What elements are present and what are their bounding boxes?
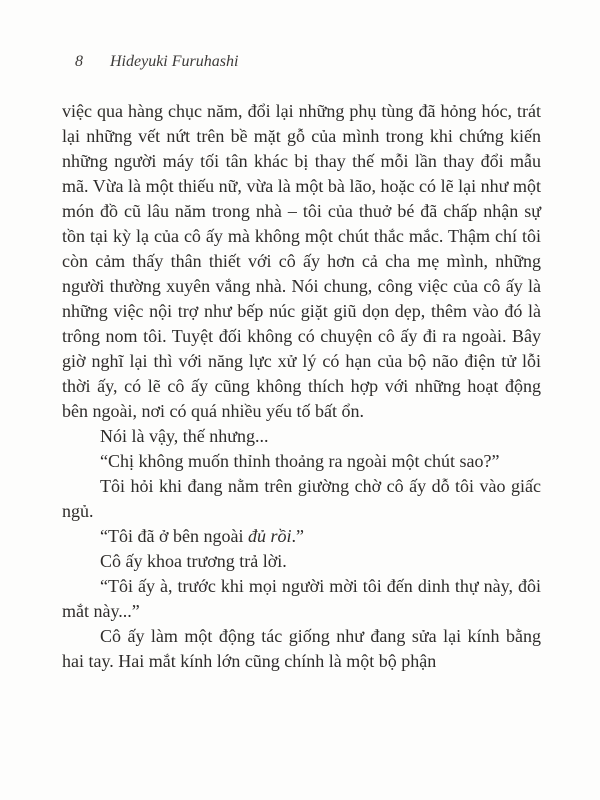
page-number: 8: [75, 53, 83, 70]
text-run: Tôi hỏi khi đang nằm trên giường chờ cô ấy dỗ tôi vào giấc ngủ.: [62, 476, 541, 521]
text-run: .”: [291, 526, 304, 546]
paragraph: [62, 574, 541, 624]
text-run: “Tôi đã ở bên ngoài: [100, 526, 248, 546]
italic-text-run: đủ rồi: [247, 526, 292, 546]
running-header: [75, 53, 238, 71]
text-run: việc qua hàng chục năm, đổi lại những phụ tùng đã hỏng hóc, trát lại những vết nứt trên bề mặt gỗ của mình trong khi chứng kiến những người máy tối tân khác bị thay thế mỗi lần thay đổi mẫu mã. Vừa là một thiếu nữ, vừa là một bà lão, hoặc có lẽ lại như một món đồ cũ lâu năm trong nhà – tôi của thuở bé đã chấp nhận sự tồn tại kỳ lạ của cô ấy mà không một chút thắc mắc. Thậm chí tôi còn cảm thấy thân thiết với cô ấy hơn cả cha mẹ mình, những người thường xuyên vắng nhà. Nói chung, công việc của cô ấy là những việc nội trợ như bếp núc giặt giũ dọn dẹp, thêm vào đó là trông nom tôi. Tuyệt đối không có chuyện cô ấy đi ra ngoài. Bây giờ nghĩ lại thì với năng lực xử lý có hạn của bộ não điện tử lỗi thời ấy, có lẽ cô ấy cũng không thích hợp với những hoạt động bên ngoài, nơi có quá nhiều yếu tố bất ổn.: [62, 101, 541, 421]
paragraph: [62, 524, 541, 549]
body-text: [62, 99, 541, 674]
text-run: Cô ấy làm một động tác giống như đang sửa lại kính bằng hai tay. Hai mắt kính lớn cũng chính là một bộ phận: [62, 626, 541, 671]
paragraph: [62, 424, 541, 449]
text-run: Nói là vậy, thế nhưng...: [100, 426, 269, 446]
author-name: Hideyuki Furuhashi: [110, 53, 239, 70]
paragraph: [62, 624, 541, 674]
paragraph: [62, 449, 541, 474]
text-run: Cô ấy khoa trương trả lời.: [100, 551, 287, 571]
paragraph: [62, 549, 541, 574]
paragraph: [62, 99, 541, 424]
paragraph: [62, 474, 541, 524]
text-run: “Chị không muốn thỉnh thoảng ra ngoài một chút sao?”: [100, 451, 500, 471]
text-run: “Tôi ấy à, trước khi mọi người mời tôi đến dinh thự này, đôi mắt này...”: [62, 576, 541, 621]
